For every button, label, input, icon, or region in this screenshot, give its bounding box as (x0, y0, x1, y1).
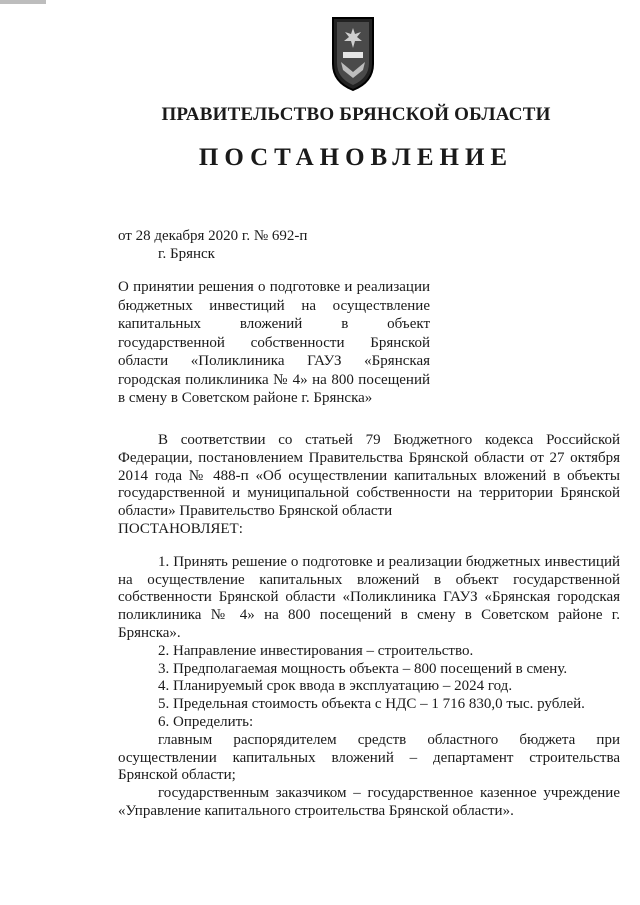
item-6: 6. Определить: (158, 713, 254, 730)
sub-item-chief-manager: главным распорядителем средств областного бюджета при осуществлении капитальных вложений – департамент строительства Брянской области; (118, 731, 620, 784)
document-subject: О принятии решения о подготовке и реализации бюджетных инвестиций на осуществление капитальных вложений в объект государственной собственности Брянской области «Поликлиника ГАУЗ «Брянская городская поликлиника № 4» на 800 посещений в смену в Советском районе г. Брянска» (118, 279, 430, 406)
document-city: г. Брянск (158, 246, 215, 262)
item-4: 4. Планируемый срок ввода в эксплуатацию – 2024 год. (158, 678, 513, 695)
sub-item-state-customer: государственным заказчиком – государственное казенное учреждение «Управление капитального строительства Брянской области». (118, 785, 620, 819)
scan-corner-mark (0, 0, 46, 4)
item-3: 3. Предполагаемая мощность объекта – 800 посещений в смену. (158, 660, 568, 677)
item-1: 1. Принять решение о подготовке и реализации бюджетных инвестиций на осуществление капитальных вложений в объект государственной собственности Брянской области «Поликлиника ГАУЗ «Брянская городская поликлиника № 4» на 800 посещений в смену в Советском районе г. Брянска». (118, 553, 620, 641)
coat-of-arms-icon (329, 14, 377, 94)
document-date-number: от 28 декабря 2020 г. № 692-п (118, 228, 308, 244)
resolves-heading: ПОСТАНОВЛЯЕТ: (118, 520, 243, 537)
government-title: ПРАВИТЕЛЬСТВО БРЯНСКОЙ ОБЛАСТИ (161, 104, 551, 125)
document-body (118, 432, 620, 821)
document-type-title: ПОСТАНОВЛЕНИЕ (198, 144, 514, 171)
item-2: 2. Направление инвестирования – строительство. (158, 642, 474, 659)
item-5: 5. Предельная стоимость объекта с НДС – 1 716 830,0 тыс. рублей. (158, 696, 585, 713)
preamble-paragraph: В соответствии со статьей 79 Бюджетного кодекса Российской Федерации, постановлением Правительства Брянской области от 27 октября 2014 года № 488-п «Об осуществлении капитальных вложений в объекты государственной и муниципальной собственности на территории Брянской области» Правительство Брянской области (118, 432, 620, 520)
